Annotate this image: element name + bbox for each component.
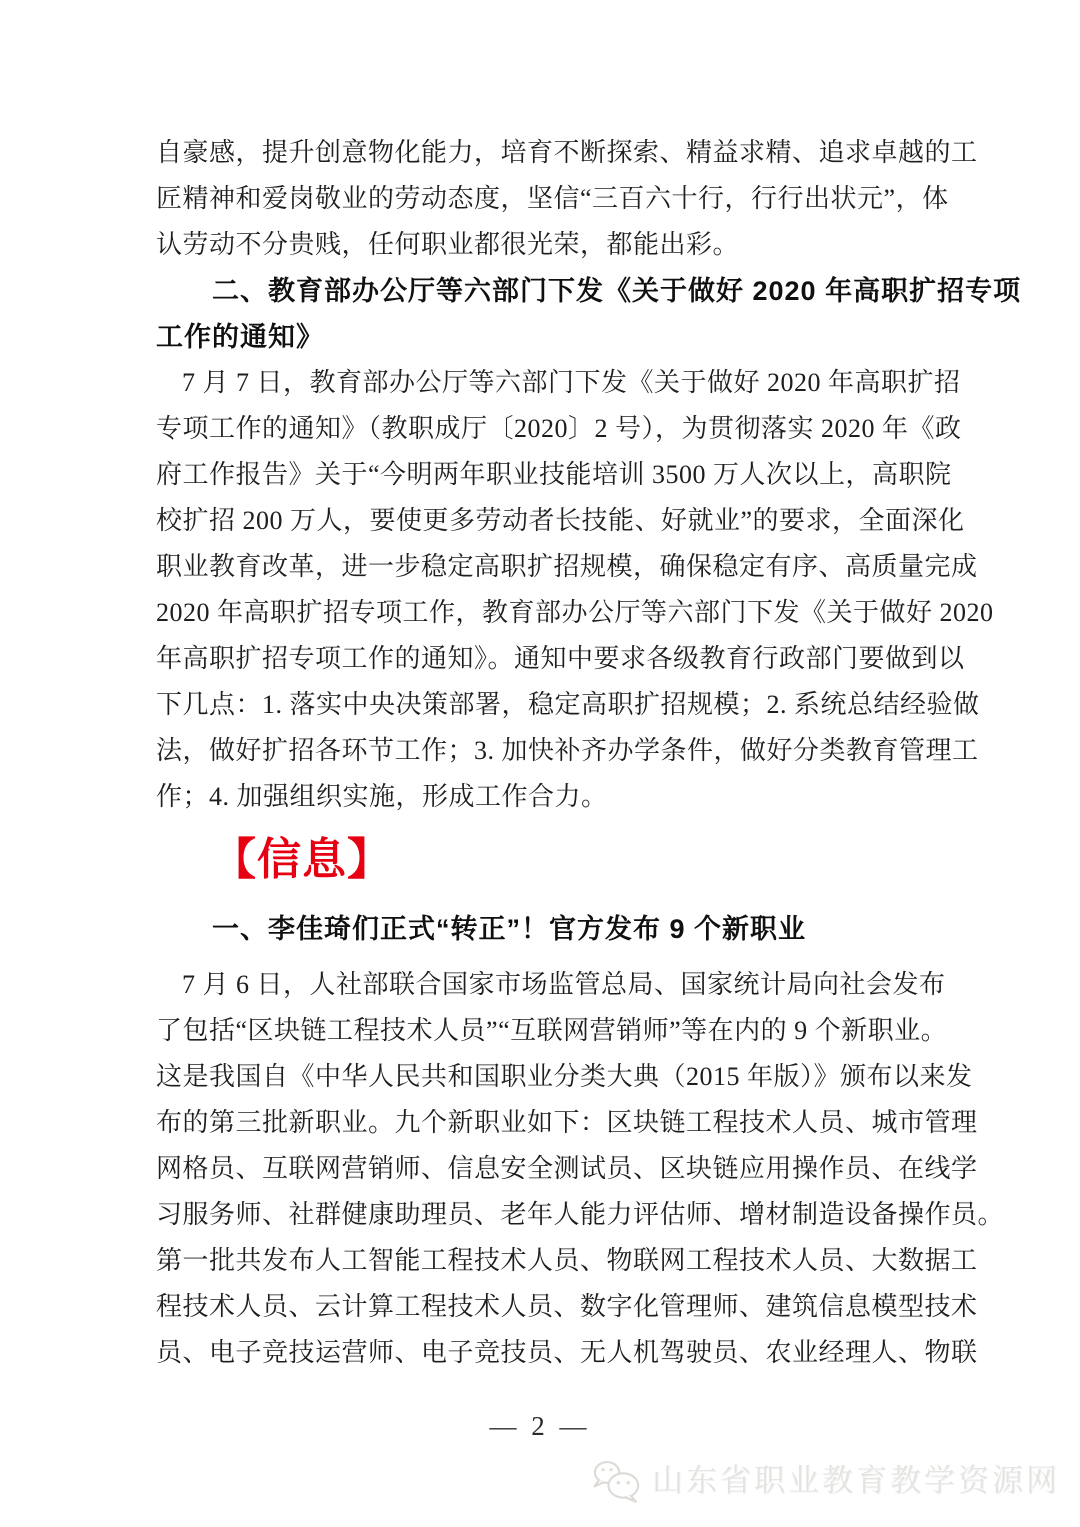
text-line: 法，做好扩招各环节工作；3. 加快补齐办学条件，做好分类教育管理工 [156,736,979,765]
text-line: 自豪感，提升创意物化能力，培育不断探索、精益求精、追求卓越的工 [156,138,978,167]
page-content [156,130,1022,1376]
section-label-text: 【信息】 [212,835,392,884]
text-line: 7 月 6 日，人社部联合国家市场监管总局、国家统计局向社会发布 [182,970,946,999]
text-line: 网格员、互联网营销师、信息安全测试员、区块链应用操作员、在线学 [156,1154,978,1183]
text-line: 年高职扩招专项工作的通知》。通知中要求各级教育行政部门要做到以 [156,644,965,673]
text-line: 作；4. 加强组织实施，形成工作合力。 [156,782,608,811]
section-label-info [156,832,958,888]
heading-new-occupations [156,906,958,952]
text-line: 府工作报告》关于“今明两年职业技能培训 3500 万人次以上，高职院 [156,460,952,489]
text-line: 2020 年高职扩招专项工作，教育部办公厅等六部门下发《关于做好 2020 [156,598,994,627]
text-line: 7 月 7 日，教育部办公厅等六部门下发《关于做好 2020 年高职扩招 [182,368,961,397]
text-line: 下几点：1. 落实中央决策部署，稳定高职扩招规模；2. 系统总结经验做 [156,690,980,719]
text-line: 了包括“区块链工程技术人员”“互联网营销师”等在内的 9 个新职业。 [156,1016,948,1045]
watermark-text: 山东省职业教育教学资源网 [652,1463,1060,1498]
page-number: — 2 — [489,1411,591,1441]
text-line: 员、电子竞技运营师、电子竞技员、无人机驾驶员、农业经理人、物联 [156,1338,978,1367]
text-line: 程技术人员、云计算工程技术人员、数字化管理师、建筑信息模型技术 [156,1292,978,1321]
watermark [590,1458,1060,1504]
paragraph-new-occupations [156,962,1005,1376]
paragraph-notice-detail [156,360,994,820]
paragraph-labor-spirit [156,130,978,268]
text-line: 匠精神和爱岗敬业的劳动态度，坚信“三百六十行，行行出状元”，体 [156,184,949,213]
text-line: 第一批共发布人工智能工程技术人员、物联网工程技术人员、大数据工 [156,1246,978,1275]
text-line: 二、教育部办公厅等六部门下发《关于做好 2020 年高职扩招专项 [212,276,1022,306]
wechat-icon [590,1458,644,1504]
text-line: 习服务师、社群健康助理员、老年人能力评估师、增材制造设备操作员。 [156,1200,1005,1229]
heading-notice-section [156,268,1022,360]
text-line: 职业教育改革，进一步稳定高职扩招规模，确保稳定有序、高质量完成 [156,552,978,581]
text-line: 校扩招 200 万人，要使更多劳动者长技能、好就业”的要求，全面深化 [156,506,965,535]
text-line: 工作的通知》 [156,322,324,352]
text-line: 认劳动不分贵贱，任何职业都很光荣，都能出彩。 [156,230,740,259]
text-line: 专项工作的通知》（教职成厅〔2020〕2 号），为贯彻落实 2020 年《政 [156,414,962,443]
heading-new-occupations-text: 一、李佳琦们正式“转正”！官方发布 9 个新职业 [212,914,807,944]
text-line: 布的第三批新职业。九个新职业如下：区块链工程技术人员、城市管理 [156,1108,978,1137]
text-line: 这是我国自《中华人民共和国职业分类大典（2015 年版）》颁布以来发 [156,1062,973,1091]
